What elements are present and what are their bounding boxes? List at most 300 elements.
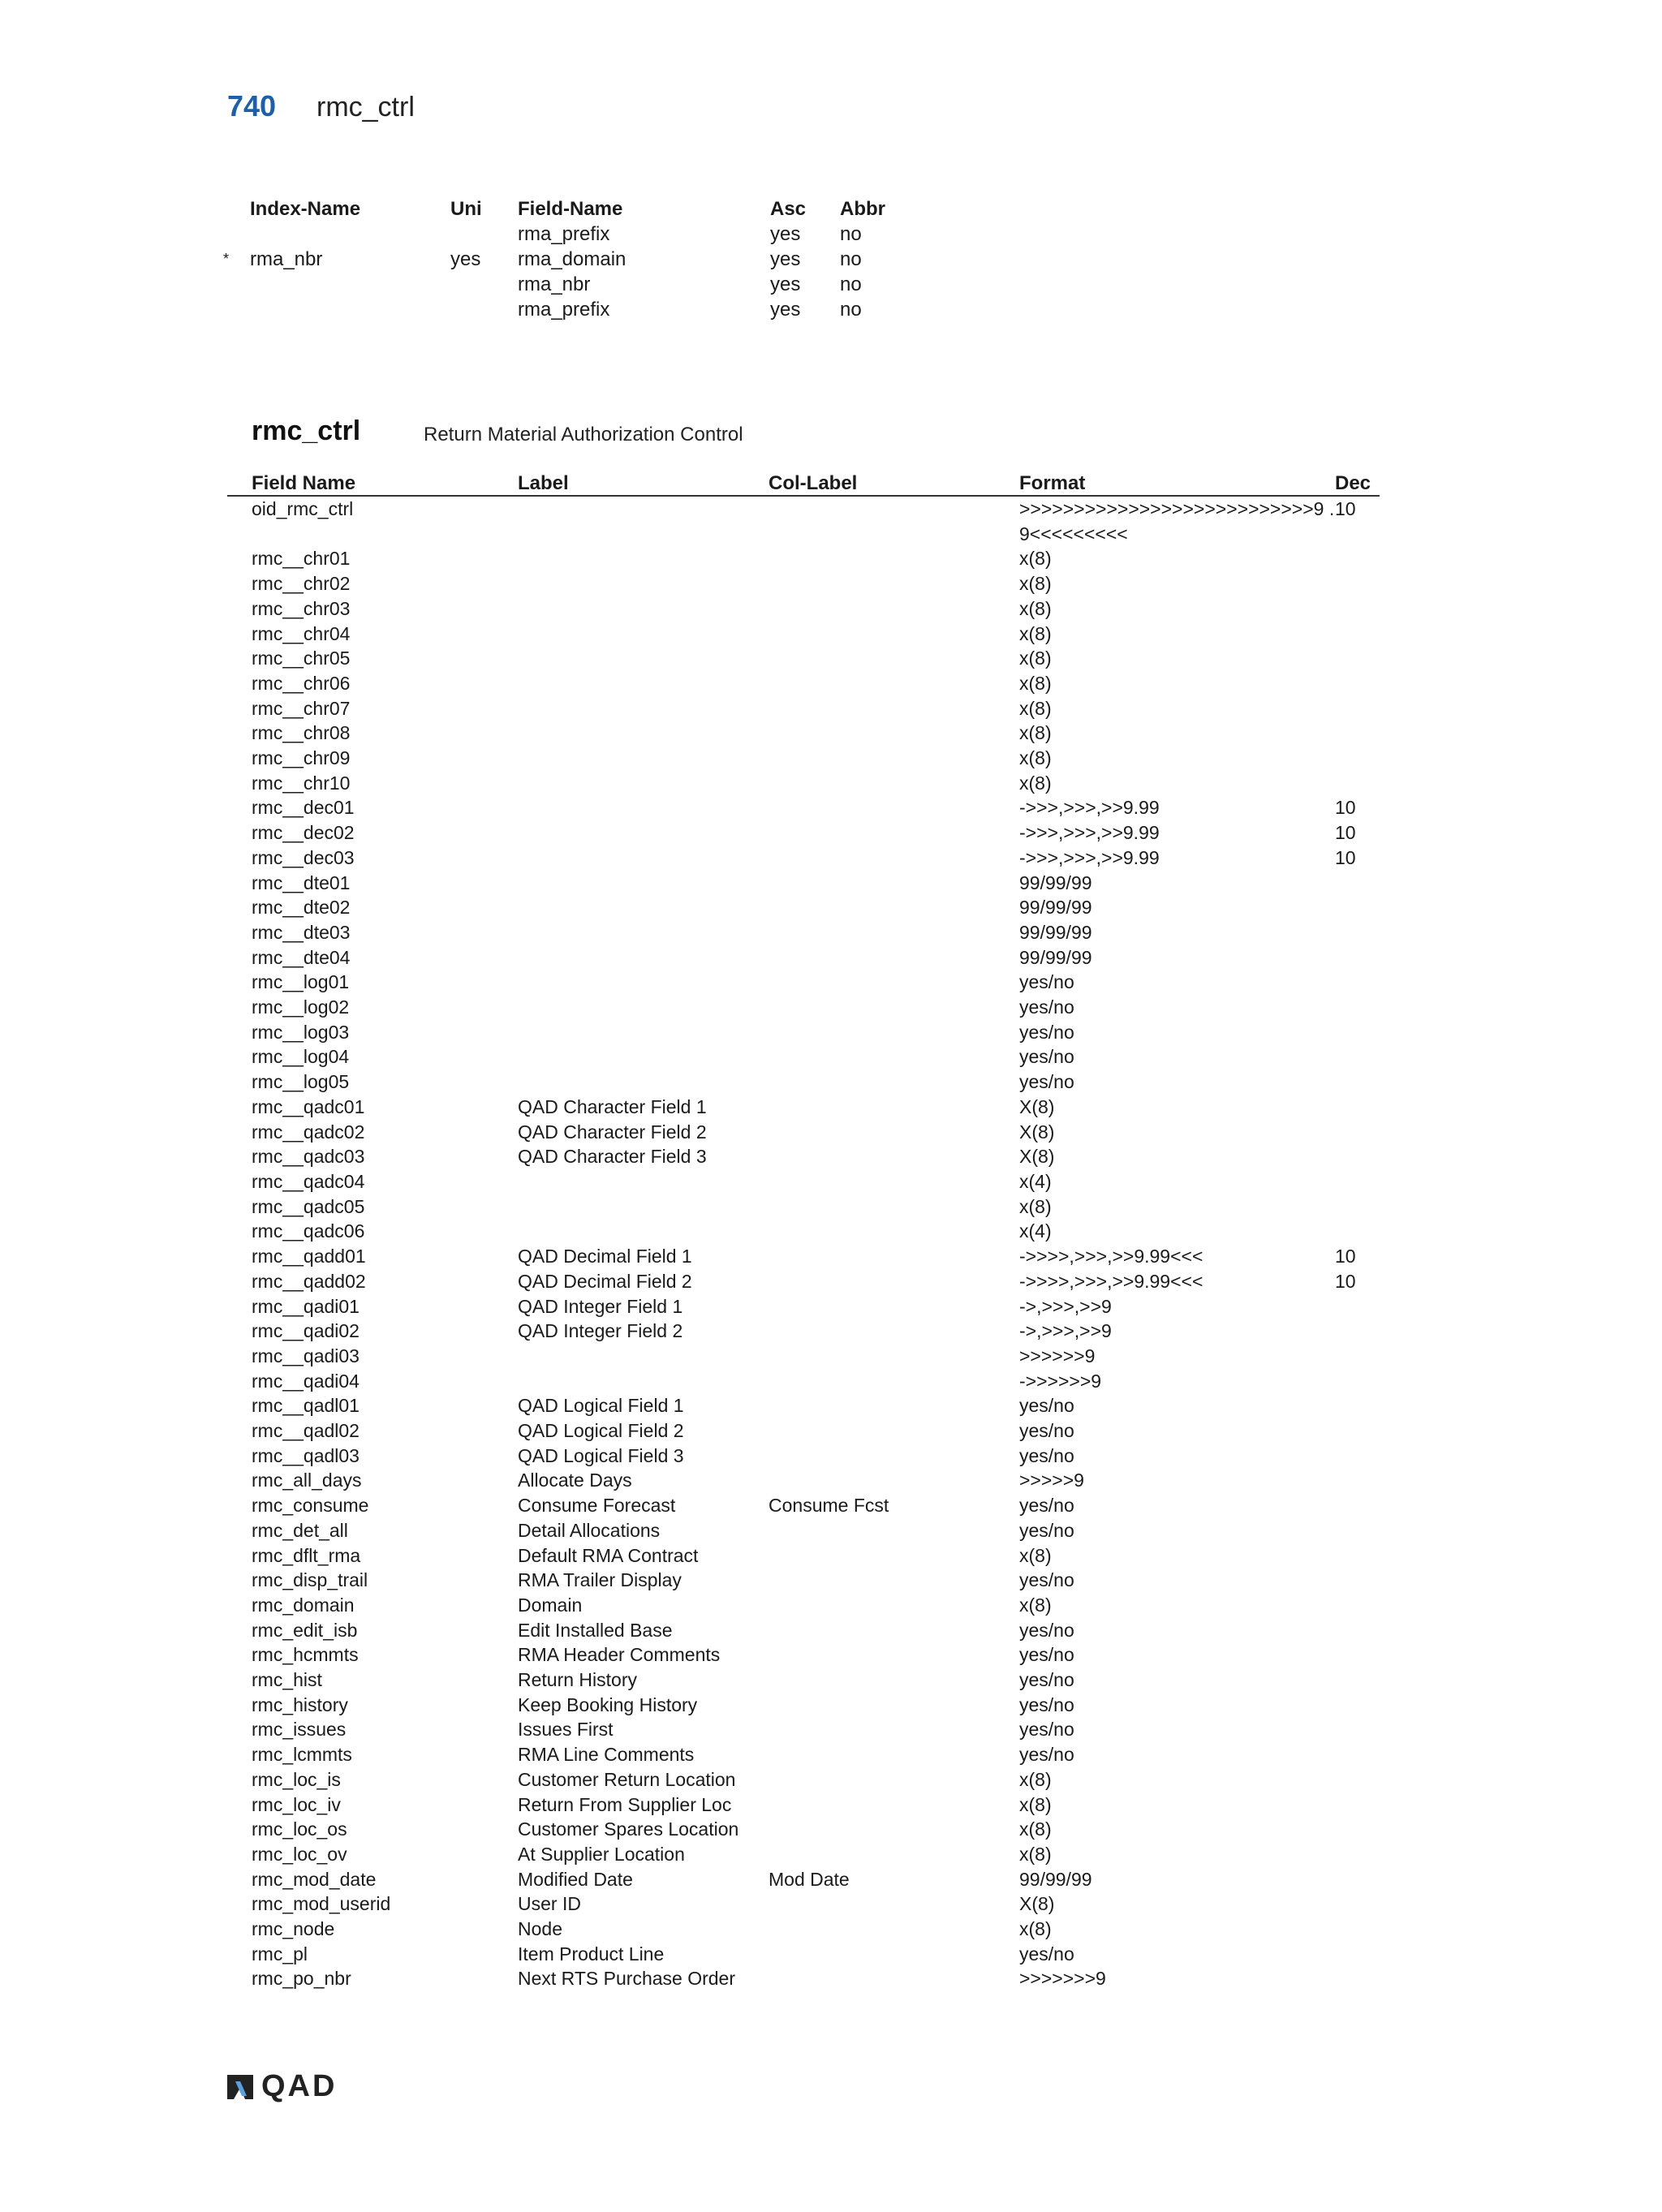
- table-row: [227, 622, 1380, 647]
- table-row: [227, 771, 1380, 796]
- label-cell: Keep Booking History: [518, 1693, 698, 1715]
- field-name-cell: rmc_history: [252, 1693, 348, 1715]
- field-name-cell: rmc_po_nbr: [252, 1968, 351, 1990]
- field-name-cell: rmc__qadi02: [252, 1320, 360, 1342]
- field-name-cell: rmc__qadd01: [252, 1246, 366, 1267]
- table-description: Return Material Authorization Control: [424, 424, 743, 445]
- col-label-cell: [769, 1842, 1019, 1867]
- label-cell: QAD Logical Field 3: [518, 1444, 684, 1466]
- table-row: [227, 945, 1380, 970]
- label-cell: Allocate Days: [518, 1470, 632, 1491]
- field-name-cell: rmc_pl: [252, 1943, 308, 1965]
- col-label-cell: [769, 820, 1019, 846]
- col-label-cell: [769, 1144, 1019, 1169]
- format-cell: 99/99/99: [1019, 897, 1092, 919]
- label-cell: Next RTS Purchase Order: [518, 1968, 736, 1990]
- col-label-cell: [769, 1891, 1019, 1917]
- col-label-cell: [769, 1069, 1019, 1095]
- label-cell: QAD Character Field 2: [518, 1121, 707, 1143]
- col-label-cell: [769, 1817, 1019, 1842]
- index-name-cell: rma_nbr: [250, 247, 323, 270]
- label-cell: RMA Trailer Display: [518, 1569, 682, 1591]
- field-name-cell: rmc__dec02: [252, 822, 355, 844]
- label-cell: Return From Supplier Loc: [518, 1793, 732, 1815]
- table-row: [227, 1468, 1380, 1493]
- format-cell: x(8): [1019, 1793, 1052, 1815]
- label-cell: QAD Integer Field 2: [518, 1320, 683, 1342]
- format-cell: ->,>>>,>>9: [1019, 1295, 1112, 1317]
- table-row: [227, 1194, 1380, 1220]
- format-cell: ->>>>,>>>,>>9.99<<<: [1019, 1246, 1203, 1267]
- index-table-body: [223, 222, 905, 322]
- format-cell: x(8): [1019, 772, 1052, 794]
- table-row: [227, 1966, 1380, 1991]
- format-cell: 99/99/99: [1019, 871, 1092, 893]
- label-cell: [518, 871, 769, 896]
- field-table-header: [227, 466, 1380, 496]
- col-label-cell: [769, 1095, 1019, 1120]
- format-cell: ->>>,>>>,>>9.99: [1019, 846, 1160, 868]
- table-row: [227, 1369, 1380, 1394]
- table-row: [227, 920, 1380, 945]
- dec-cell: [1335, 1593, 1380, 1618]
- index-table-row: [223, 297, 905, 322]
- field-name-cell: rmc__qadc04: [252, 1170, 365, 1192]
- dec-cell: [1335, 1120, 1380, 1145]
- field-name-cell: rmc_loc_ov: [252, 1843, 347, 1865]
- col-label-cell: [769, 920, 1019, 945]
- format-cell: x(8): [1019, 747, 1052, 769]
- format-cell: ->>>>>>9: [1019, 1370, 1102, 1392]
- dec-cell: [1335, 871, 1380, 896]
- index-field-name-cell: rma_prefix: [518, 222, 610, 245]
- table-row: [227, 995, 1380, 1020]
- dec-cell: [1335, 1668, 1380, 1693]
- table-row: [227, 1642, 1380, 1668]
- index-table-row: [223, 272, 905, 297]
- format-cell: x(8): [1019, 1843, 1052, 1865]
- label-cell: User ID: [518, 1893, 581, 1915]
- table-row: [227, 1543, 1380, 1569]
- dec-cell: [1335, 1817, 1380, 1842]
- table-row: [227, 1493, 1380, 1518]
- dec-cell: 10: [1335, 1246, 1356, 1267]
- col-label-cell: [769, 1294, 1019, 1319]
- table-row: [227, 1020, 1380, 1045]
- index-unique-cell: [450, 297, 518, 322]
- index-unique-cell: [450, 272, 518, 297]
- table-row: [227, 1095, 1380, 1120]
- table-row: [227, 1693, 1380, 1718]
- table-row: [227, 1593, 1380, 1618]
- col-label-cell: Consume Fcst: [769, 1495, 889, 1517]
- dec-cell: [1335, 1493, 1380, 1518]
- format-cell: 99/99/99: [1019, 1868, 1092, 1890]
- dec-cell: [1335, 945, 1380, 970]
- label-cell: QAD Decimal Field 2: [518, 1270, 692, 1292]
- format-cell: yes/no: [1019, 1395, 1074, 1417]
- col-label-cell: [769, 671, 1019, 696]
- format-cell: ->>>>,>>>,>>9.99<<<: [1019, 1270, 1203, 1292]
- label-cell: Modified Date: [518, 1868, 633, 1890]
- label-cell: [518, 646, 769, 671]
- dec-cell: [1335, 1319, 1380, 1344]
- label-cell: [518, 920, 769, 945]
- format-cell: yes/no: [1019, 1519, 1074, 1541]
- label-cell: [518, 721, 769, 746]
- col-label-cell: [769, 1194, 1019, 1220]
- qad-logo: [226, 2069, 337, 2104]
- dec-cell: [1335, 1393, 1380, 1418]
- col-label-cell: [769, 1543, 1019, 1569]
- field-name-cell: rmc__chr02: [252, 573, 351, 595]
- field-name-cell: rmc__qadc01: [252, 1095, 365, 1117]
- label-cell: [518, 546, 769, 571]
- label-cell: Default RMA Contract: [518, 1544, 699, 1566]
- dec-cell: [1335, 646, 1380, 671]
- label-cell: [518, 746, 769, 771]
- format-cell: yes/no: [1019, 1071, 1074, 1093]
- col-label-cell: [769, 1568, 1019, 1593]
- dec-cell: [1335, 771, 1380, 796]
- field-name-cell: rmc__dte04: [252, 946, 351, 968]
- table-row: [227, 646, 1380, 671]
- table-row: [227, 1294, 1380, 1319]
- dec-cell: [1335, 1418, 1380, 1444]
- format-cell: x(8): [1019, 548, 1052, 570]
- field-name-cell: rmc_dflt_rma: [252, 1544, 361, 1566]
- index-unique-cell: [450, 222, 518, 247]
- label-cell: [518, 622, 769, 647]
- format-cell: yes/no: [1019, 1569, 1074, 1591]
- field-name-cell: rmc_loc_is: [252, 1768, 341, 1790]
- label-cell: [518, 1044, 769, 1069]
- index-table-header: [223, 196, 905, 222]
- qad-logo-icon: [226, 2073, 255, 2101]
- index-field-name-cell: rma_prefix: [518, 298, 610, 321]
- label-cell: [518, 1069, 769, 1095]
- field-name-cell: rmc_hcmmts: [252, 1644, 359, 1666]
- table-row: [227, 1169, 1380, 1194]
- label-cell: QAD Character Field 3: [518, 1146, 707, 1168]
- field-name-cell: rmc__chr10: [252, 772, 351, 794]
- field-name-cell: rmc_disp_trail: [252, 1569, 368, 1591]
- format-cell: x(8): [1019, 1544, 1052, 1566]
- index-header-index-name: Index-Name: [250, 197, 361, 220]
- field-name-cell: rmc__chr01: [252, 548, 351, 570]
- table-row: [227, 1120, 1380, 1145]
- field-name-cell: rmc_domain: [252, 1594, 355, 1616]
- label-cell: Detail Allocations: [518, 1519, 661, 1541]
- format-cell: yes/no: [1019, 1021, 1074, 1043]
- label-cell: QAD Decimal Field 1: [518, 1246, 692, 1267]
- format-cell: yes/no: [1019, 1693, 1074, 1715]
- table-row: [227, 1418, 1380, 1444]
- format-cell: X(8): [1019, 1095, 1055, 1117]
- field-name-cell: rmc_issues: [252, 1719, 347, 1741]
- col-label-cell: [769, 646, 1019, 671]
- index-header-asc: Asc: [770, 197, 807, 220]
- format-cell: x(8): [1019, 597, 1052, 619]
- dec-cell: 10: [1335, 846, 1356, 868]
- table-row: [227, 1568, 1380, 1593]
- col-label-cell: [769, 622, 1019, 647]
- label-cell: Node: [518, 1918, 562, 1940]
- index-asc-cell: yes: [770, 273, 801, 295]
- header-dec: Dec: [1335, 466, 1380, 496]
- col-label-cell: [769, 1742, 1019, 1767]
- field-name-cell: rmc_loc_os: [252, 1818, 347, 1840]
- field-name-cell: rmc__qadi04: [252, 1370, 360, 1392]
- index-star-marker: [223, 272, 250, 297]
- dec-cell: 10: [1335, 797, 1356, 819]
- table-row: [227, 1069, 1380, 1095]
- format-cell: yes/no: [1019, 971, 1074, 993]
- col-label-cell: [769, 746, 1019, 771]
- dec-cell: [1335, 1693, 1380, 1718]
- index-star-marker: [223, 297, 250, 322]
- index-asc-cell: yes: [770, 222, 801, 245]
- dec-cell: 10: [1335, 822, 1356, 844]
- field-table-body: [227, 496, 1380, 1991]
- dec-cell: [1335, 1543, 1380, 1569]
- index-header-field-name: Field-Name: [518, 197, 623, 220]
- table-row: [227, 1319, 1380, 1344]
- table-row: [227, 696, 1380, 721]
- table-row: [227, 1767, 1380, 1792]
- label-cell: QAD Character Field 1: [518, 1095, 707, 1117]
- qad-logo-text: QAD: [261, 2069, 338, 2103]
- table-row: [227, 970, 1380, 995]
- field-name-cell: rmc__qadi01: [252, 1295, 360, 1317]
- format-cell: yes/no: [1019, 1644, 1074, 1666]
- label-cell: QAD Logical Field 2: [518, 1420, 684, 1442]
- dec-cell: [1335, 1942, 1380, 1967]
- dec-cell: [1335, 696, 1380, 721]
- col-label-cell: [769, 1344, 1019, 1369]
- format-cell: yes/no: [1019, 1744, 1074, 1766]
- index-table-row: [223, 222, 905, 247]
- field-name-cell: rmc_edit_isb: [252, 1619, 358, 1641]
- label-cell: [518, 1219, 769, 1244]
- dec-cell: [1335, 995, 1380, 1020]
- col-label-cell: [769, 1468, 1019, 1493]
- label-cell: [518, 1020, 769, 1045]
- table-row: [227, 546, 1380, 571]
- col-label-cell: [769, 571, 1019, 596]
- field-name-cell: rmc__dec03: [252, 846, 355, 868]
- col-label-cell: [769, 1444, 1019, 1469]
- dec-cell: [1335, 1966, 1380, 1991]
- format-cell: X(8): [1019, 1893, 1055, 1915]
- format-cell: >>>>>>>9: [1019, 1968, 1106, 1990]
- field-name-cell: rmc__dec01: [252, 797, 355, 819]
- label-cell: [518, 671, 769, 696]
- format-cell: yes/no: [1019, 1943, 1074, 1965]
- dec-cell: [1335, 920, 1380, 945]
- label-cell: Customer Return Location: [518, 1768, 736, 1790]
- col-label-cell: [769, 1269, 1019, 1294]
- col-label-cell: [769, 1942, 1019, 1967]
- format-cell: X(8): [1019, 1146, 1055, 1168]
- label-cell: RMA Header Comments: [518, 1644, 721, 1666]
- format-cell: yes/no: [1019, 1669, 1074, 1691]
- label-cell: [518, 571, 769, 596]
- field-table: [227, 466, 1380, 1991]
- dec-cell: [1335, 1144, 1380, 1169]
- format-cell: X(8): [1019, 1121, 1055, 1143]
- dec-cell: [1335, 1867, 1380, 1892]
- dec-cell: [1335, 1095, 1380, 1120]
- col-label-cell: [769, 1044, 1019, 1069]
- table-row: [227, 795, 1380, 820]
- format-cell: x(8): [1019, 672, 1052, 694]
- index-table: [223, 196, 905, 322]
- label-cell: [518, 596, 769, 622]
- format-cell: yes/no: [1019, 996, 1074, 1018]
- col-label-cell: [769, 596, 1019, 622]
- label-cell: Domain: [518, 1594, 583, 1616]
- dec-cell: [1335, 671, 1380, 696]
- format-cell: >>>>>>>>>>>>>>>>>>>>>>>>>>>9 .9<<<<<<<<<: [1019, 498, 1335, 544]
- dec-cell: [1335, 1792, 1380, 1818]
- dec-cell: [1335, 1891, 1380, 1917]
- label-cell: [518, 970, 769, 995]
- dec-cell: [1335, 1294, 1380, 1319]
- col-label-cell: [769, 546, 1019, 571]
- field-name-cell: rmc__log02: [252, 996, 350, 1018]
- table-row: [227, 1518, 1380, 1543]
- col-label-cell: [769, 1717, 1019, 1742]
- col-label-cell: [769, 1693, 1019, 1718]
- field-name-cell: rmc__qadd02: [252, 1270, 366, 1292]
- table-row: [227, 1044, 1380, 1069]
- col-label-cell: [769, 1668, 1019, 1693]
- dec-cell: [1335, 1618, 1380, 1643]
- label-cell: [518, 496, 769, 546]
- dec-cell: [1335, 1069, 1380, 1095]
- label-cell: [518, 820, 769, 846]
- dec-cell: [1335, 1044, 1380, 1069]
- table-row: [227, 871, 1380, 896]
- field-name-cell: rmc__chr06: [252, 672, 351, 694]
- label-cell: Consume Forecast: [518, 1495, 676, 1517]
- label-cell: Edit Installed Base: [518, 1619, 673, 1641]
- label-cell: Customer Spares Location: [518, 1818, 739, 1840]
- col-label-cell: [769, 1120, 1019, 1145]
- dec-cell: [1335, 1219, 1380, 1244]
- field-name-cell: rmc_lcmmts: [252, 1744, 352, 1766]
- format-cell: >>>>>>9: [1019, 1345, 1096, 1366]
- index-star-marker: [223, 222, 250, 247]
- index-unique-cell: yes: [450, 247, 481, 270]
- table-row: [227, 1668, 1380, 1693]
- field-name-cell: rmc__log05: [252, 1071, 350, 1093]
- dec-cell: [1335, 1518, 1380, 1543]
- dec-cell: [1335, 1842, 1380, 1867]
- field-name-cell: rmc__chr03: [252, 597, 351, 619]
- format-cell: ->,>>>,>>9: [1019, 1320, 1112, 1342]
- col-label-cell: [769, 1020, 1019, 1045]
- label-cell: [518, 771, 769, 796]
- field-name-cell: rmc__dte01: [252, 871, 351, 893]
- index-field-name-cell: rma_domain: [518, 247, 626, 270]
- format-cell: x(8): [1019, 573, 1052, 595]
- field-name-cell: rmc_all_days: [252, 1470, 362, 1491]
- col-label-cell: [769, 995, 1019, 1020]
- col-label-cell: [769, 1219, 1019, 1244]
- field-name-cell: rmc_det_all: [252, 1519, 348, 1541]
- col-label-cell: Mod Date: [769, 1868, 850, 1890]
- format-cell: x(8): [1019, 648, 1052, 669]
- field-name-cell: rmc__chr09: [252, 747, 351, 769]
- table-row: [227, 1792, 1380, 1818]
- field-name-cell: rmc__chr07: [252, 697, 351, 719]
- format-cell: x(8): [1019, 722, 1052, 744]
- dec-cell: [1335, 571, 1380, 596]
- col-label-cell: [769, 871, 1019, 896]
- table-row: [227, 895, 1380, 920]
- format-cell: 99/99/99: [1019, 946, 1092, 968]
- table-row: [227, 1942, 1380, 1967]
- dec-cell: [1335, 1742, 1380, 1767]
- col-label-cell: [769, 721, 1019, 746]
- label-cell: Return History: [518, 1669, 637, 1691]
- table-row: [227, 671, 1380, 696]
- format-cell: ->>>,>>>,>>9.99: [1019, 797, 1160, 819]
- dec-cell: [1335, 1020, 1380, 1045]
- format-cell: yes/no: [1019, 1619, 1074, 1641]
- format-cell: x(8): [1019, 1818, 1052, 1840]
- col-label-cell: [769, 496, 1019, 546]
- table-row: [227, 1444, 1380, 1469]
- table-row: [227, 1269, 1380, 1294]
- label-cell: At Supplier Location: [518, 1843, 685, 1865]
- index-asc-cell: yes: [770, 298, 801, 321]
- index-field-name-cell: rma_nbr: [518, 273, 591, 295]
- field-name-cell: rmc__qadc03: [252, 1146, 365, 1168]
- format-cell: x(8): [1019, 622, 1052, 644]
- table-row: [227, 1144, 1380, 1169]
- col-label-cell: [769, 1393, 1019, 1418]
- field-name-cell: rmc_loc_iv: [252, 1793, 341, 1815]
- table-row: [227, 1244, 1380, 1269]
- dec-cell: [1335, 1169, 1380, 1194]
- col-label-cell: [769, 1418, 1019, 1444]
- table-title: rmc_ctrl: [252, 415, 361, 446]
- format-cell: >>>>>9: [1019, 1470, 1084, 1491]
- index-table-row: [223, 247, 905, 272]
- table-row: [227, 1393, 1380, 1418]
- table-row: [227, 1717, 1380, 1742]
- table-row: [227, 721, 1380, 746]
- dec-cell: [1335, 1468, 1380, 1493]
- dec-cell: [1335, 1917, 1380, 1942]
- field-name-cell: rmc_mod_date: [252, 1868, 377, 1890]
- index-star-marker: *: [223, 251, 230, 267]
- dec-cell: [1335, 895, 1380, 920]
- label-cell: [518, 846, 769, 871]
- table-row: [227, 1891, 1380, 1917]
- col-label-cell: [769, 895, 1019, 920]
- dec-cell: [1335, 746, 1380, 771]
- dec-cell: [1335, 596, 1380, 622]
- label-cell: [518, 1169, 769, 1194]
- format-cell: yes/no: [1019, 1719, 1074, 1741]
- field-name-cell: rmc__dte03: [252, 921, 351, 943]
- format-cell: x(8): [1019, 1594, 1052, 1616]
- label-cell: QAD Logical Field 1: [518, 1395, 684, 1417]
